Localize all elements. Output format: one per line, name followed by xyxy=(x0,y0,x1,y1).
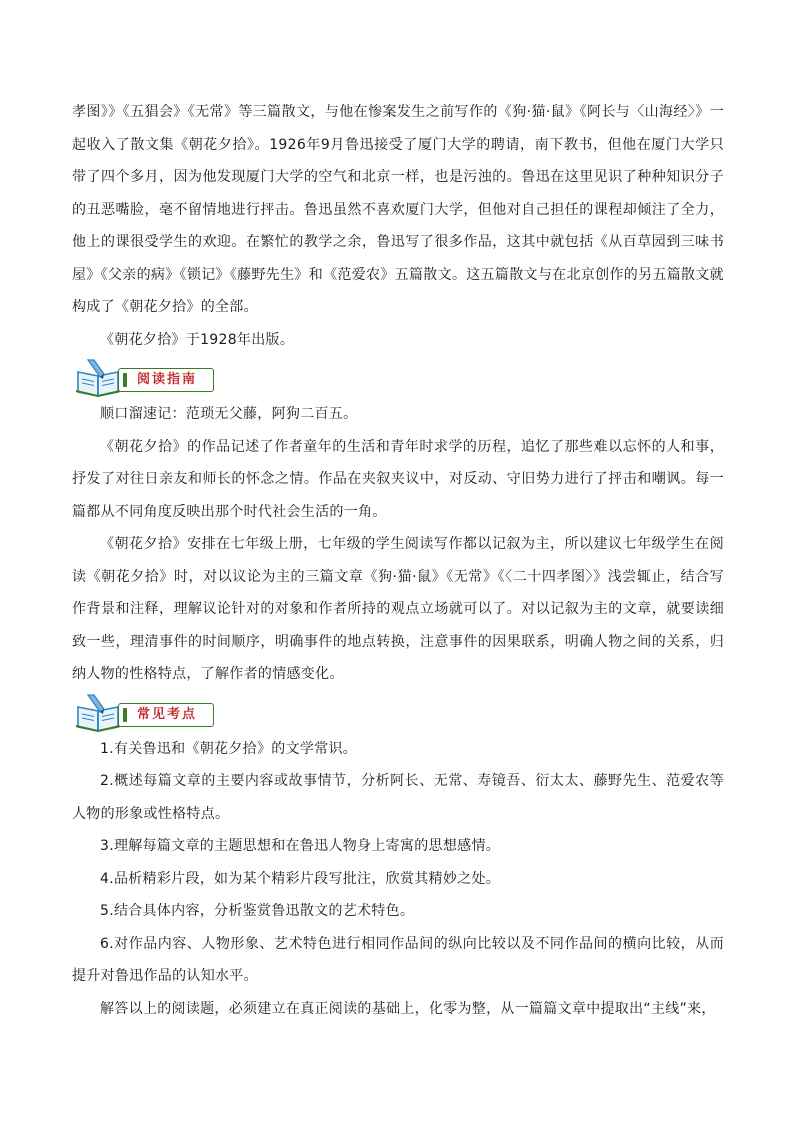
common-point-item: 3.理解每篇文章的主题思想和在鲁迅人物身上寄寓的思想感情。 xyxy=(100,838,501,854)
common-point-item: 2.概述每篇文章的主要内容或故事情节，分析阿长、无常、寿镜吾、衍太太、藤野先生、范爱农等人物的形象或性格特点。 xyxy=(72,773,724,822)
publish-paragraph: 《朝花夕拾》于1928年出版。 xyxy=(100,331,295,348)
label-accent-bar xyxy=(123,373,127,387)
intro-paragraph: 孝图》》《五猖会》《无常》等三篇散文，与他在惨案发生之前写作的《狗·猫·鼠》《阿长与〈山海经〉》一起收入了散文集《朝花夕拾》。1926年9月鲁迅接受了厦门大学的聘请，南下教书，但他在厦门大学只带了四个多月，因为他发现厦门大学的空气和北京一样，也是污浊的。鲁迅在这里见识了种种知识分子的丑恶嘴脸，毫不留情地进行抨击。鲁迅虽然不喜欢厦门大学，但他对自己担任的课程却倾注了全力，他上的课很受学生的欢迎。在繁忙的教学之余，鲁迅写了很多作品，这其中就包括《从百草园到三味书屋》《父亲的病》《锁记》《藤野先生》和《范爱农》五篇散文。这五篇散文与在北京创作的另五篇散文就构成了《朝花夕拾》的全部。 xyxy=(72,104,724,315)
common-points-header xyxy=(74,693,724,733)
reading-guide-mnemonic: 顺口溜速记：范琐无父藤，阿狗二百五。 xyxy=(100,406,358,422)
common-point-item: 4.品析精彩片段，如为某个精彩片段写批注，欣赏其精妙之处。 xyxy=(100,870,501,887)
reading-guide-label-box xyxy=(118,368,214,392)
document-body xyxy=(72,96,724,1025)
reading-guide-paragraph: 《朝花夕拾》安排在七年级上册，七年级的学生阅读写作都以记叙为主，所以建议七年级学生在阅读《朝花夕拾》时，对以议论为主的三篇文章《狗·猫·鼠》《无常》《〈二十四孝图〉》浅尝辄止，结合写作背景和注释，理解议论针对的对象和作者所持的观点立场就可以了。对以记叙为主的文章，就要读细致一些，理清事件的时间顺序，明确事件的地点转换，注意事件的因果联系，明确人物之间的关系，归纳人物的性格特点，了解作者的情感变化。 xyxy=(72,536,724,682)
reading-guide-title: 阅读指南 xyxy=(137,372,198,387)
common-points-label-box xyxy=(118,703,214,727)
common-point-item: 5.结合具体内容，分析鉴赏鲁迅散文的艺术特色。 xyxy=(100,903,415,919)
common-point-item: 6.对作品内容、人物形象、艺术特色进行相同作品间的纵向比较以及不同作品间的横向比较，从而提升对鲁迅作品的认知水平。 xyxy=(72,935,724,984)
common-point-item: 1.有关鲁迅和《朝花夕拾》的文学常识。 xyxy=(100,740,358,757)
closing-paragraph: 解答以上的阅读题，必须建立在真正阅读的基础上，化零为整，从一篇篇文章中提取出“主线”来， xyxy=(100,1000,716,1017)
label-accent-bar xyxy=(123,708,127,722)
reading-guide-header xyxy=(74,358,724,398)
reading-guide-paragraph: 《朝花夕拾》的作品记述了作者童年的生活和青年时求学的历程，追忆了那些难以忘怀的人和事，抒发了对往日亲友和师长的怀念之情。作品在夹叙夹议中，对反动、守旧势力进行了抨击和嘲讽。每一篇都从不同角度反映出那个时代社会生活的一角。 xyxy=(72,438,724,520)
common-points-title: 常见考点 xyxy=(137,706,198,722)
